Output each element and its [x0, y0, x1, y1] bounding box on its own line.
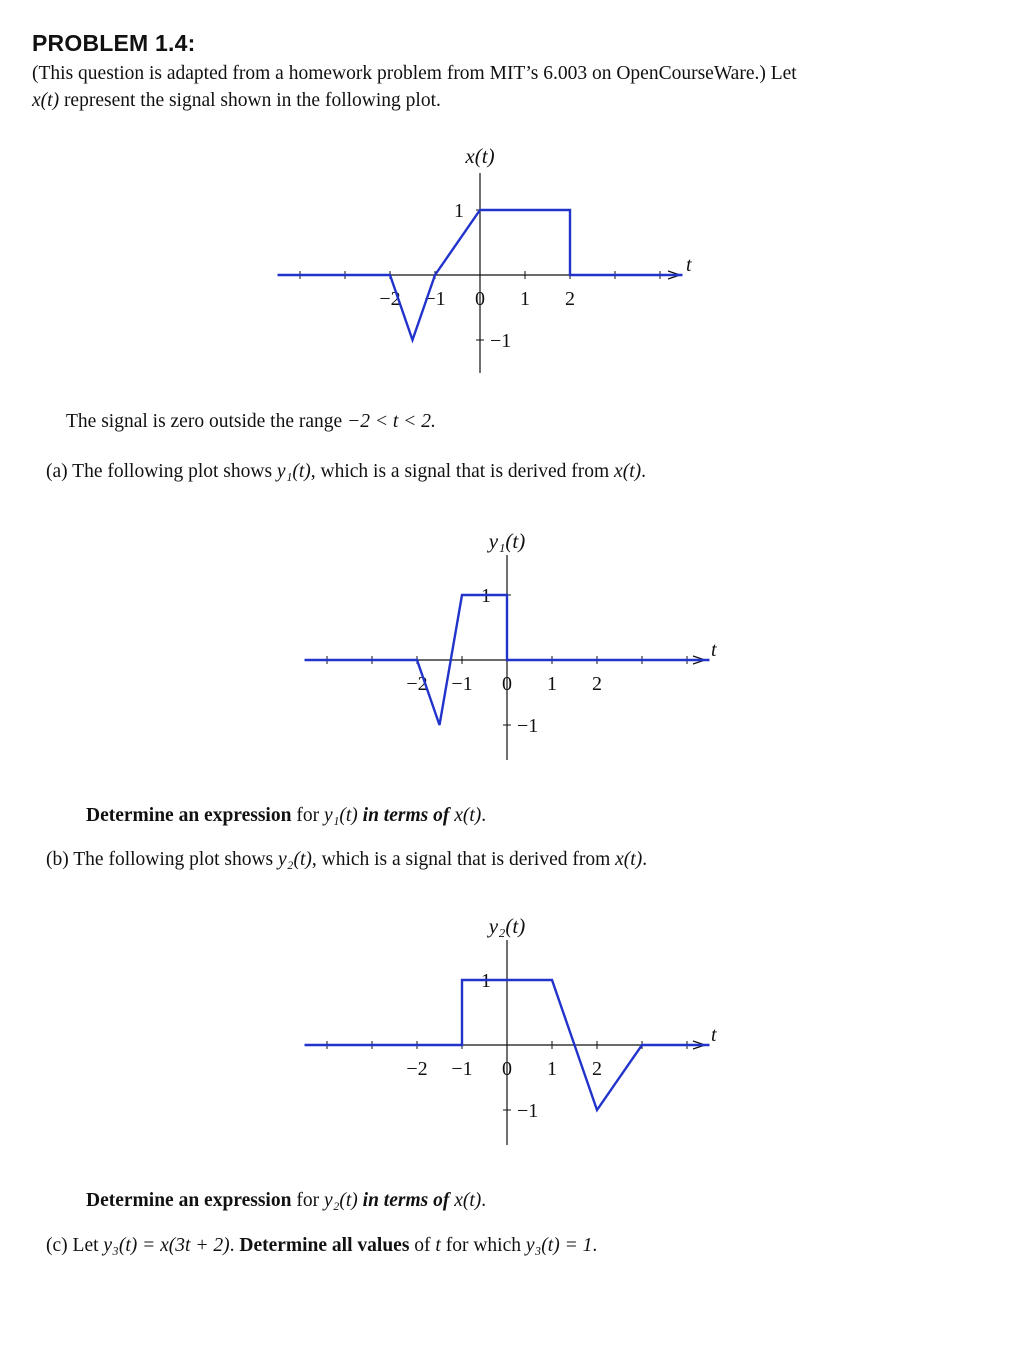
part-b-det-bold: Determine an expression — [86, 1190, 292, 1211]
part-b-det-end: . — [481, 1190, 487, 1211]
part-c-end: . — [592, 1235, 598, 1256]
x-tick-label: 1 — [547, 1058, 557, 1080]
x-tick-label: 1 — [520, 288, 530, 310]
plot-title: y₁(t) — [488, 529, 526, 553]
part-c — [46, 1235, 597, 1257]
intro-line-2 — [32, 87, 982, 114]
x-tick-label: −2 — [406, 1058, 428, 1080]
part-a-determine — [86, 805, 486, 827]
part-a-det-end: . — [481, 805, 487, 826]
x-tick-label: −1 — [451, 673, 473, 695]
part-a-text2: , which is a signal that is derived from — [310, 461, 615, 482]
zero-note-prefix: The signal is zero outside the range — [66, 411, 348, 432]
zero-note-range: −2 < t < 2. — [347, 411, 436, 432]
part-b-text1: The following plot shows — [68, 849, 279, 870]
part-b-src: x(t) — [615, 849, 643, 870]
x-tick-label: 1 — [547, 673, 557, 695]
x-tick-label: 2 — [592, 1058, 602, 1080]
part-c-dot: . — [229, 1235, 240, 1256]
plot-title: x(t) — [465, 144, 495, 168]
problem-intro — [32, 60, 982, 114]
intro-line-1: (This question is adapted from a homework problem from MIT’s 6.003 on OpenCourseWare.) Let — [32, 63, 797, 84]
x-tick-label: 2 — [592, 673, 602, 695]
part-b-det-src: x(t) — [454, 1190, 482, 1211]
part-c-let: Let — [67, 1235, 104, 1256]
x-axis-label: t — [686, 254, 692, 276]
x-tick-label: −2 — [406, 673, 428, 695]
intro-rest: represent the signal shown in the following plot. — [59, 90, 441, 111]
part-a-text1: The following plot shows — [67, 461, 277, 482]
part-b-text2: , which is a signal that is derived from — [311, 849, 616, 870]
part-c-cond: y₃(t) = 1 — [525, 1235, 593, 1256]
part-c-t: t — [435, 1235, 441, 1256]
x-tick-label: 0 — [502, 1058, 512, 1080]
x-tick-label: −1 — [451, 1058, 473, 1080]
part-c-for-which: for which — [440, 1235, 526, 1256]
part-a-det-src: x(t) — [454, 805, 482, 826]
part-a-src: x(t) — [614, 461, 642, 482]
x-axis-label: t — [711, 1024, 717, 1046]
x-tick-label: −1 — [424, 288, 446, 310]
part-a-det-terms: in terms of — [357, 805, 455, 826]
y-tick-label: −1 — [517, 1100, 539, 1122]
zero-range-note — [66, 411, 436, 433]
x-tick-label: 2 — [565, 288, 575, 310]
part-c-det-bold: Determine all values — [239, 1235, 410, 1256]
part-c-def: y₃(t) = x(3t + 2) — [103, 1235, 230, 1256]
y-tick-label: 1 — [481, 585, 491, 607]
part-a-sig: y₁(t) — [276, 461, 311, 482]
part-b-intro — [46, 849, 647, 871]
y-tick-label: −1 — [490, 330, 512, 352]
x-tick-label: 0 — [502, 673, 512, 695]
x-tick-label: −2 — [379, 288, 401, 310]
plot-y2-of-t — [0, 905, 1014, 1155]
y-tick-label: −1 — [517, 715, 539, 737]
x-axis-label: t — [711, 639, 717, 661]
part-c-label: (c) — [46, 1235, 68, 1256]
part-c-det-rest: of — [409, 1235, 436, 1256]
y-tick-label: 1 — [454, 200, 464, 222]
part-a-det-sig: y₁(t) — [323, 805, 358, 826]
part-b-label: (b) — [46, 849, 69, 870]
part-b-det-for: for — [291, 1190, 324, 1211]
part-a-det-bold: Determine an expression — [86, 805, 292, 826]
plot-x-of-t — [0, 138, 1014, 388]
y-tick-label: 1 — [481, 970, 491, 992]
plot-title: y₂(t) — [488, 914, 526, 938]
part-b-end: . — [642, 849, 648, 870]
part-b-determine — [86, 1190, 486, 1212]
part-b-det-terms: in terms of — [357, 1190, 455, 1211]
problem-heading: PROBLEM 1.4: — [32, 30, 196, 56]
part-a-det-for: for — [291, 805, 324, 826]
plot-y1-of-t — [0, 520, 1014, 770]
part-a-label: (a) — [46, 461, 68, 482]
part-b-sig: y₂(t) — [278, 849, 312, 870]
part-b-det-sig: y₂(t) — [323, 1190, 358, 1211]
part-a-end: . — [641, 461, 646, 482]
part-a-intro — [46, 461, 646, 483]
x-tick-label: 0 — [475, 288, 485, 310]
intro-signal: x(t) — [32, 90, 60, 111]
